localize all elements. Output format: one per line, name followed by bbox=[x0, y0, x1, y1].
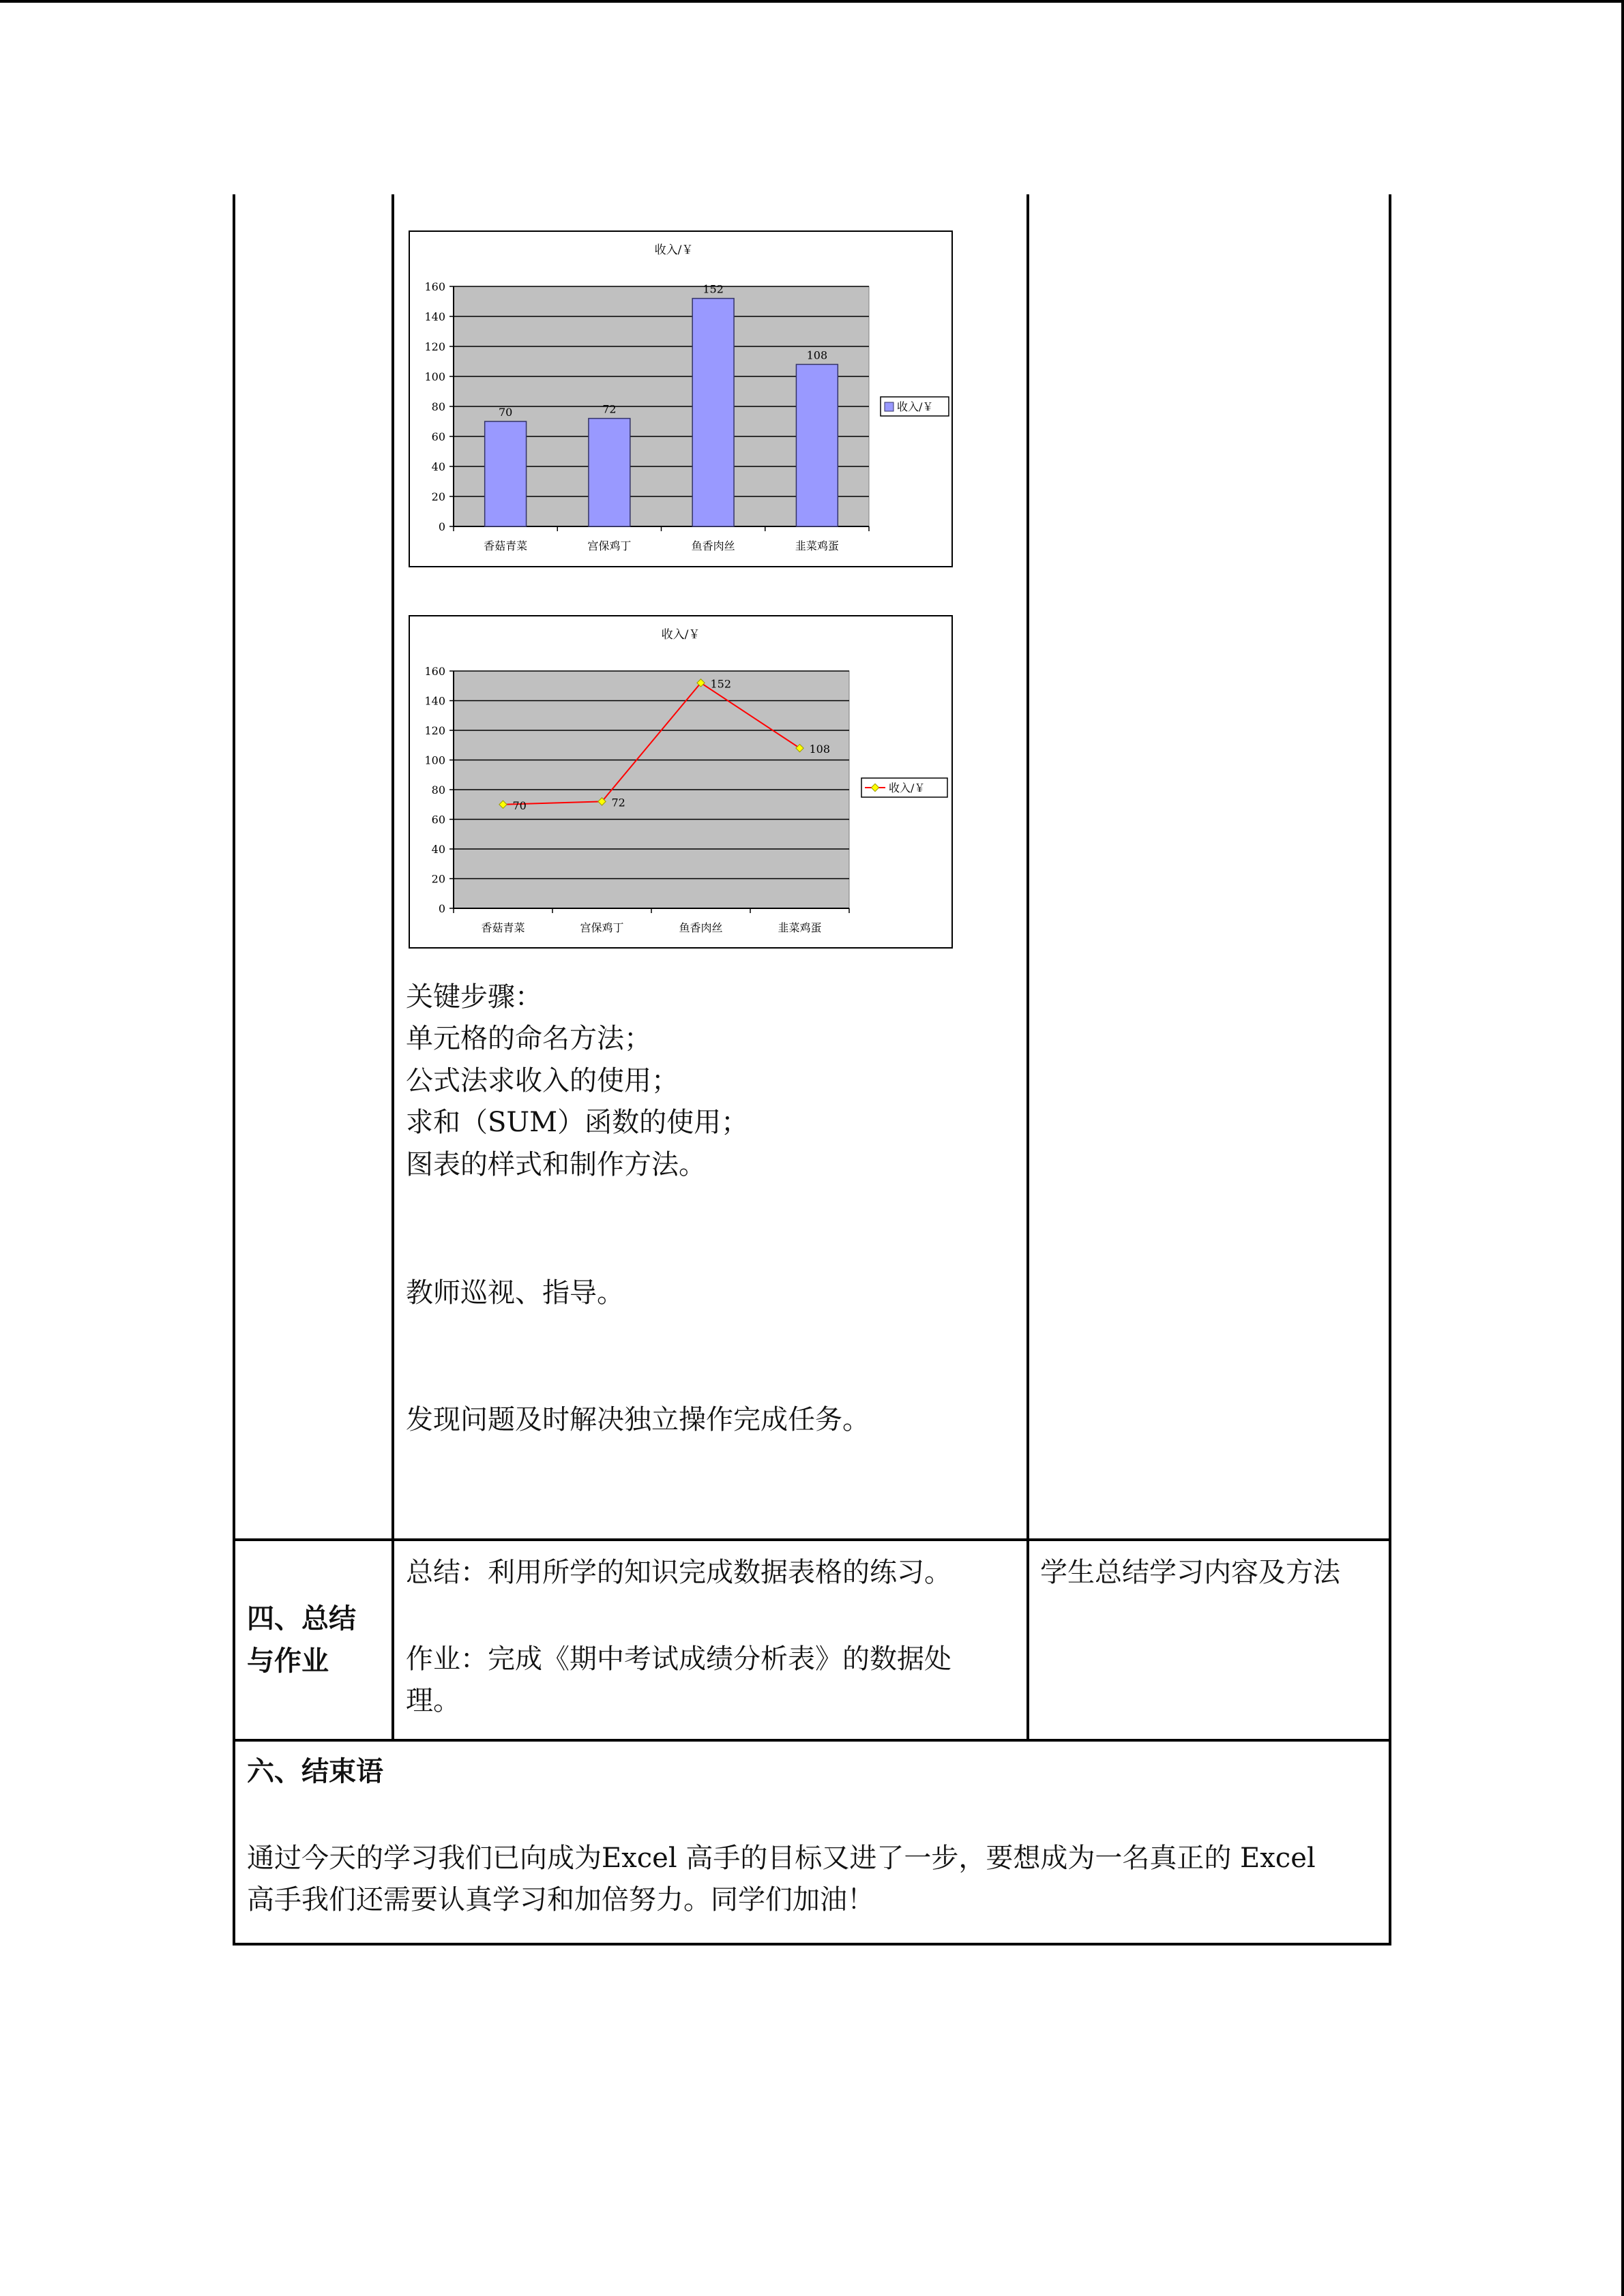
bar bbox=[796, 364, 838, 526]
summary-text: 总结：利用所学的知识完成数据表格的练习。 bbox=[406, 1557, 951, 1588]
closing-title: 六、结束语 bbox=[247, 1755, 383, 1787]
page-right-border bbox=[1621, 0, 1624, 2296]
column-divider-2 bbox=[1027, 194, 1029, 1740]
steps-title: 关键步骤： bbox=[406, 981, 542, 1013]
summary-right-text: 学生总结学习内容及方法 bbox=[1040, 1557, 1340, 1588]
y-tick-label: 160 bbox=[424, 280, 445, 293]
homework-line2: 理。 bbox=[406, 1685, 460, 1716]
row-divider-closing bbox=[233, 1739, 1391, 1742]
y-tick-label: 20 bbox=[431, 872, 445, 886]
table-left-border bbox=[233, 194, 235, 1945]
data-label: 108 bbox=[809, 743, 831, 756]
summary-label-line1: 四、总结 bbox=[247, 1602, 356, 1635]
data-label: 72 bbox=[611, 796, 625, 809]
x-tick-label: 鱼香肉丝 bbox=[691, 539, 735, 552]
chart-title: 收入/￥ bbox=[654, 243, 694, 257]
bar bbox=[485, 421, 527, 526]
table-bottom-border bbox=[233, 1943, 1391, 1945]
y-tick-label: 60 bbox=[431, 813, 445, 826]
x-tick-label: 香菇青菜 bbox=[481, 921, 525, 934]
data-label: 70 bbox=[512, 799, 527, 812]
y-tick-label: 40 bbox=[431, 843, 445, 856]
step-item: 求和（SUM）函数的使用； bbox=[406, 1107, 749, 1138]
bar-chart bbox=[409, 230, 953, 567]
y-tick-label: 120 bbox=[424, 340, 445, 353]
y-tick-label: 0 bbox=[438, 902, 445, 915]
step-item: 公式法求收入的使用； bbox=[406, 1065, 679, 1097]
y-tick-label: 60 bbox=[431, 430, 445, 443]
row-divider-summary bbox=[233, 1538, 1391, 1541]
summary-label-line2: 与作业 bbox=[247, 1645, 329, 1677]
y-tick-label: 160 bbox=[424, 665, 445, 678]
teacher-note: 教师巡视、指导。 bbox=[406, 1277, 624, 1309]
table-right-border bbox=[1389, 194, 1391, 1945]
data-label: 72 bbox=[602, 402, 617, 416]
closing-line1: 通过今天的学习我们已向成为Excel 高手的目标又进了一步，要想成为一名真正的 Excel bbox=[247, 1843, 1316, 1874]
y-tick-label: 100 bbox=[424, 754, 445, 767]
data-label: 152 bbox=[703, 282, 724, 296]
legend-label: 收入/￥ bbox=[889, 781, 926, 794]
data-label: 108 bbox=[806, 348, 828, 362]
y-tick-label: 140 bbox=[424, 310, 445, 323]
student-note: 发现问题及时解决独立操作完成任务。 bbox=[406, 1404, 870, 1435]
y-tick-label: 140 bbox=[424, 694, 445, 708]
y-tick-label: 100 bbox=[424, 370, 445, 383]
y-tick-label: 80 bbox=[431, 400, 445, 413]
x-tick-label: 宫保鸡丁 bbox=[580, 921, 624, 934]
y-tick-label: 20 bbox=[431, 490, 445, 503]
y-tick-label: 80 bbox=[431, 784, 445, 796]
data-label: 70 bbox=[498, 406, 513, 419]
closing-line2: 高手我们还需要认真学习和加倍努力。同学们加油！ bbox=[247, 1884, 874, 1915]
bar bbox=[692, 299, 734, 526]
bar bbox=[589, 419, 630, 526]
chart-title: 收入/￥ bbox=[661, 628, 700, 642]
x-tick-label: 韭菜鸡蛋 bbox=[778, 921, 822, 934]
step-item: 单元格的命名方法； bbox=[406, 1023, 651, 1054]
x-tick-label: 香菇青菜 bbox=[484, 539, 528, 552]
step-item: 图表的样式和制作方法。 bbox=[406, 1149, 706, 1180]
legend-swatch bbox=[885, 402, 894, 411]
x-tick-label: 宫保鸡丁 bbox=[587, 539, 632, 552]
y-tick-label: 0 bbox=[438, 520, 445, 533]
column-divider-1 bbox=[392, 194, 394, 1740]
data-label: 152 bbox=[710, 677, 732, 691]
x-tick-label: 韭菜鸡蛋 bbox=[795, 539, 839, 552]
homework-line1: 作业：完成《期中考试成绩分析表》的数据处 bbox=[406, 1643, 951, 1675]
line-chart-svg bbox=[410, 616, 951, 947]
line-chart bbox=[409, 615, 953, 949]
y-tick-label: 120 bbox=[424, 724, 445, 737]
page-top-border bbox=[0, 0, 1624, 3]
bar-chart-svg bbox=[410, 232, 951, 566]
y-tick-label: 40 bbox=[431, 460, 445, 473]
x-tick-label: 鱼香肉丝 bbox=[679, 921, 723, 934]
legend-label: 收入/￥ bbox=[897, 400, 934, 413]
